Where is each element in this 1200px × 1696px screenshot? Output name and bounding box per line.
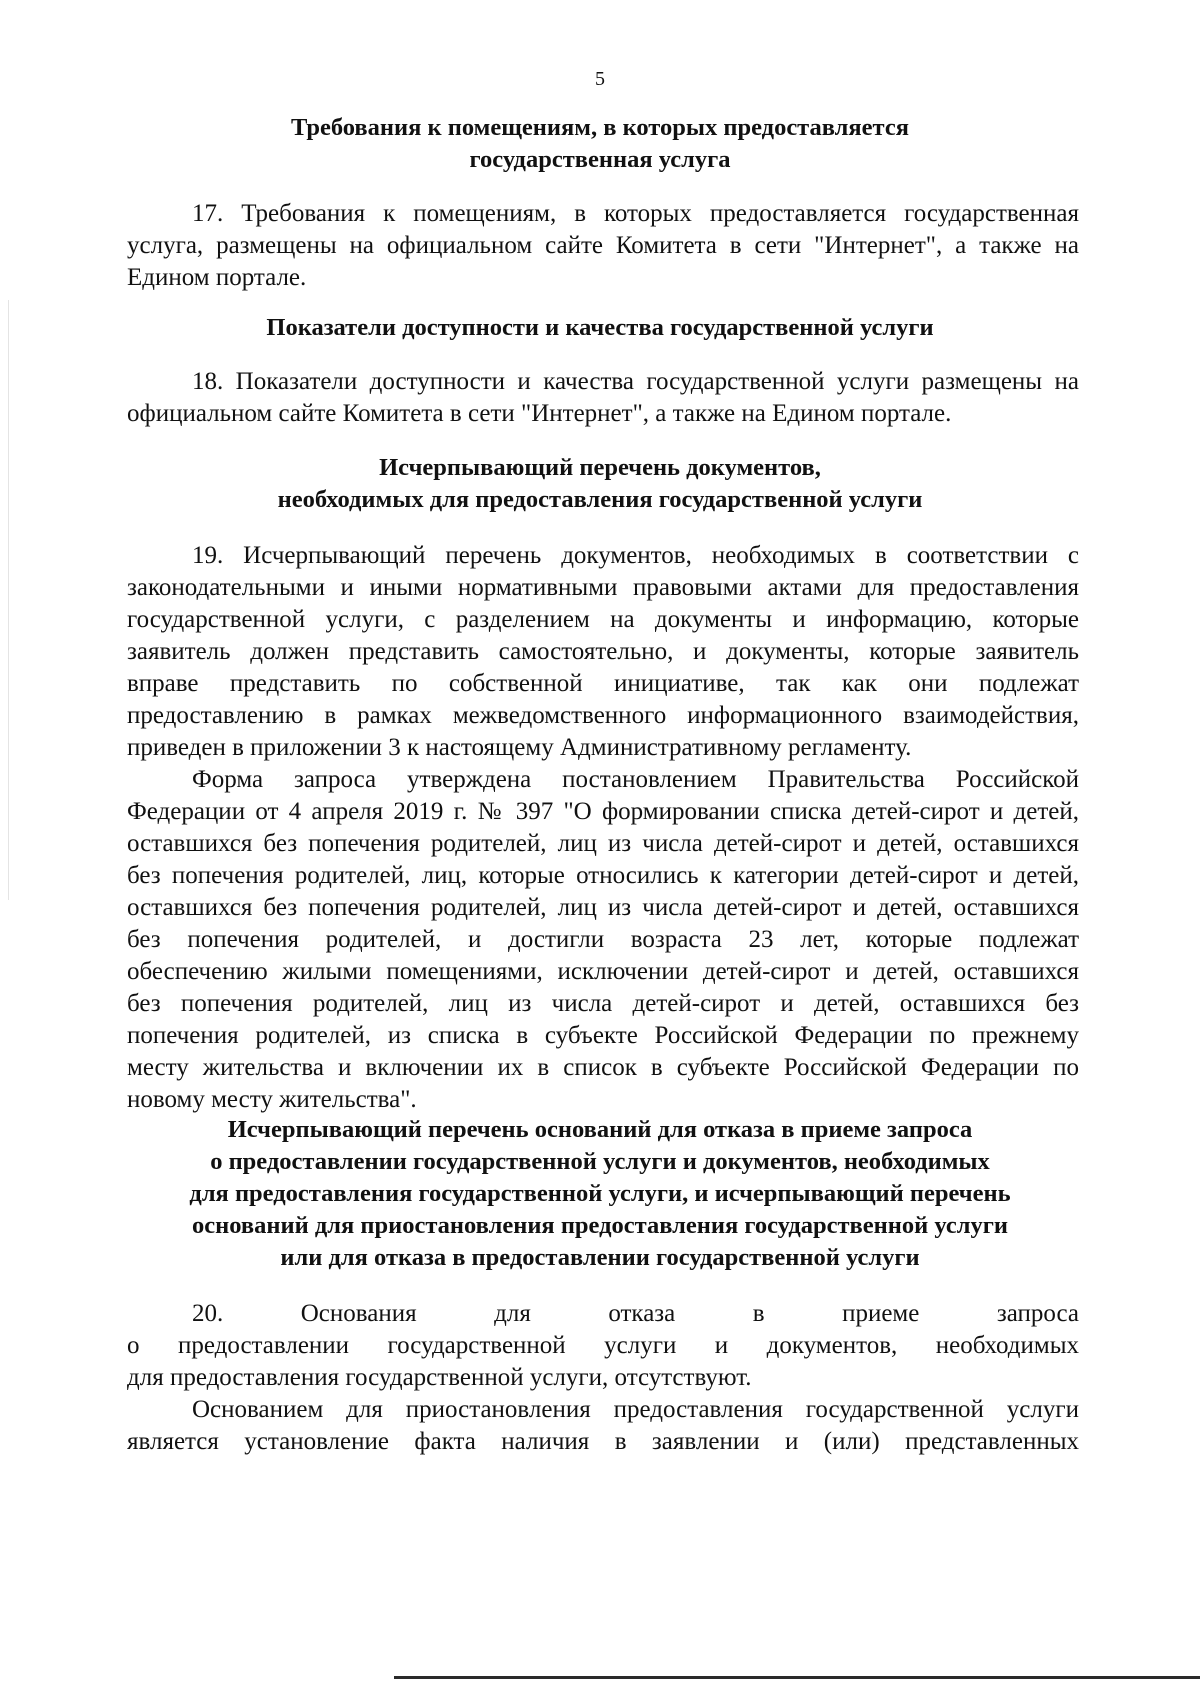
paragraph-line: приведен в приложении 3 к настоящему Административному регламенту. [127, 734, 912, 761]
bottom-rule-line [394, 1676, 1200, 1679]
heading-line: для предоставления государственной услуги, и исчерпывающий перечень [189, 1180, 1011, 1207]
paragraph-19 [127, 540, 1079, 764]
paragraph-line: Основанием для приостановления предоставления государственной услуги [192, 1396, 1079, 1423]
paragraph-17 [127, 198, 1079, 294]
paragraph-line: месту жительства и включении их в список в субъекте Российской Федерации по [127, 1054, 1079, 1081]
paragraph-line: Форма запроса утверждена постановлением Правительства Российской [192, 766, 1079, 793]
heading-line: или для отказа в предоставлении государственной услуги [280, 1244, 920, 1271]
heading-premises-requirements [120, 112, 1080, 176]
paragraph-20 [127, 1298, 1079, 1394]
page-number: 5 [595, 68, 605, 90]
paragraph-line: вправе представить по собственной инициативе, так как они подлежат [127, 670, 1079, 697]
paragraph-line: 17. Требования к помещениям, в которых предоставляется государственная [192, 200, 1079, 227]
heading-refusal-grounds [120, 1114, 1080, 1274]
paragraph-suspension-grounds [127, 1394, 1079, 1458]
paragraph-line: Едином портале. [127, 264, 307, 291]
heading-line: государственная услуга [469, 146, 731, 173]
paragraph-line: без попечения родителей, лиц из числа детей-сирот и детей, оставшихся без [127, 990, 1079, 1017]
paragraph-line: новому месту жительства". [127, 1086, 417, 1113]
heading-line: необходимых для предоставления государственной услуги [277, 486, 923, 513]
paragraph-line: Федерации от 4 апреля 2019 г. № 397 "О формировании списка детей-сирот и детей, [127, 798, 1079, 825]
paragraph-line: без попечения родителей, и достигли возраста 23 лет, которые подлежат [127, 926, 1079, 953]
heading-line: Исчерпывающий перечень оснований для отказа в приеме запроса [227, 1116, 973, 1143]
paragraph-line: без попечения родителей, лиц, которые относились к категории детей-сирот и детей, [127, 862, 1079, 889]
paragraph-request-form [127, 764, 1079, 1116]
paragraph-line: предоставлению в рамках межведомственного информационного взаимодействия, [127, 702, 1079, 729]
heading-accessibility-indicators [120, 312, 1080, 344]
heading-line: Исчерпывающий перечень документов, [379, 454, 821, 481]
paragraph-line: является установление факта наличия в заявлении и (или) представленных [127, 1428, 1079, 1455]
heading-line: о предоставлении государственной услуги и документов, необходимых [210, 1148, 990, 1175]
heading-line: Показатели доступности и качества государственной услуги [266, 314, 934, 341]
paragraph-line: оставшихся без попечения родителей, лиц из числа детей-сирот и детей, оставшихся [127, 830, 1079, 857]
paragraph-line: 20. Основания для отказа в приеме запроса [192, 1300, 1079, 1327]
paragraph-line: услуга, размещены на официальном сайте Комитета в сети "Интернет", а также на [127, 232, 1079, 259]
paragraph-line: оставшихся без попечения родителей, лиц из числа детей-сирот и детей, оставшихся [127, 894, 1079, 921]
paragraph-line: о предоставлении государственной услуги и документов, необходимых [127, 1332, 1079, 1359]
paragraph-line: государственной услуги, с разделением на документы и информацию, которые [127, 606, 1079, 633]
paragraph-line: законодательными и иными нормативными правовыми актами для предоставления [127, 574, 1079, 601]
heading-documents-list [120, 452, 1080, 516]
scan-edge-line [8, 300, 9, 900]
paragraph-line: 19. Исчерпывающий перечень документов, необходимых в соответствии с [192, 542, 1079, 569]
heading-line: Требования к помещениям, в которых предоставляется [290, 114, 910, 141]
paragraph-line: для предоставления государственной услуги, отсутствуют. [127, 1364, 752, 1391]
paragraph-line: попечения родителей, из списка в субъекте Российской Федерации по прежнему [127, 1022, 1079, 1049]
paragraph-18 [127, 366, 1079, 430]
heading-line: оснований для приостановления предоставления государственной услуги [192, 1212, 1008, 1239]
paragraph-line: обеспечению жилыми помещениями, исключении детей-сирот и детей, оставшихся [127, 958, 1079, 985]
paragraph-line: заявитель должен представить самостоятельно, и документы, которые заявитель [127, 638, 1079, 665]
paragraph-line: 18. Показатели доступности и качества государственной услуги размещены на [192, 368, 1079, 395]
paragraph-line: официальном сайте Комитета в сети "Интернет", а также на Едином портале. [127, 400, 952, 427]
